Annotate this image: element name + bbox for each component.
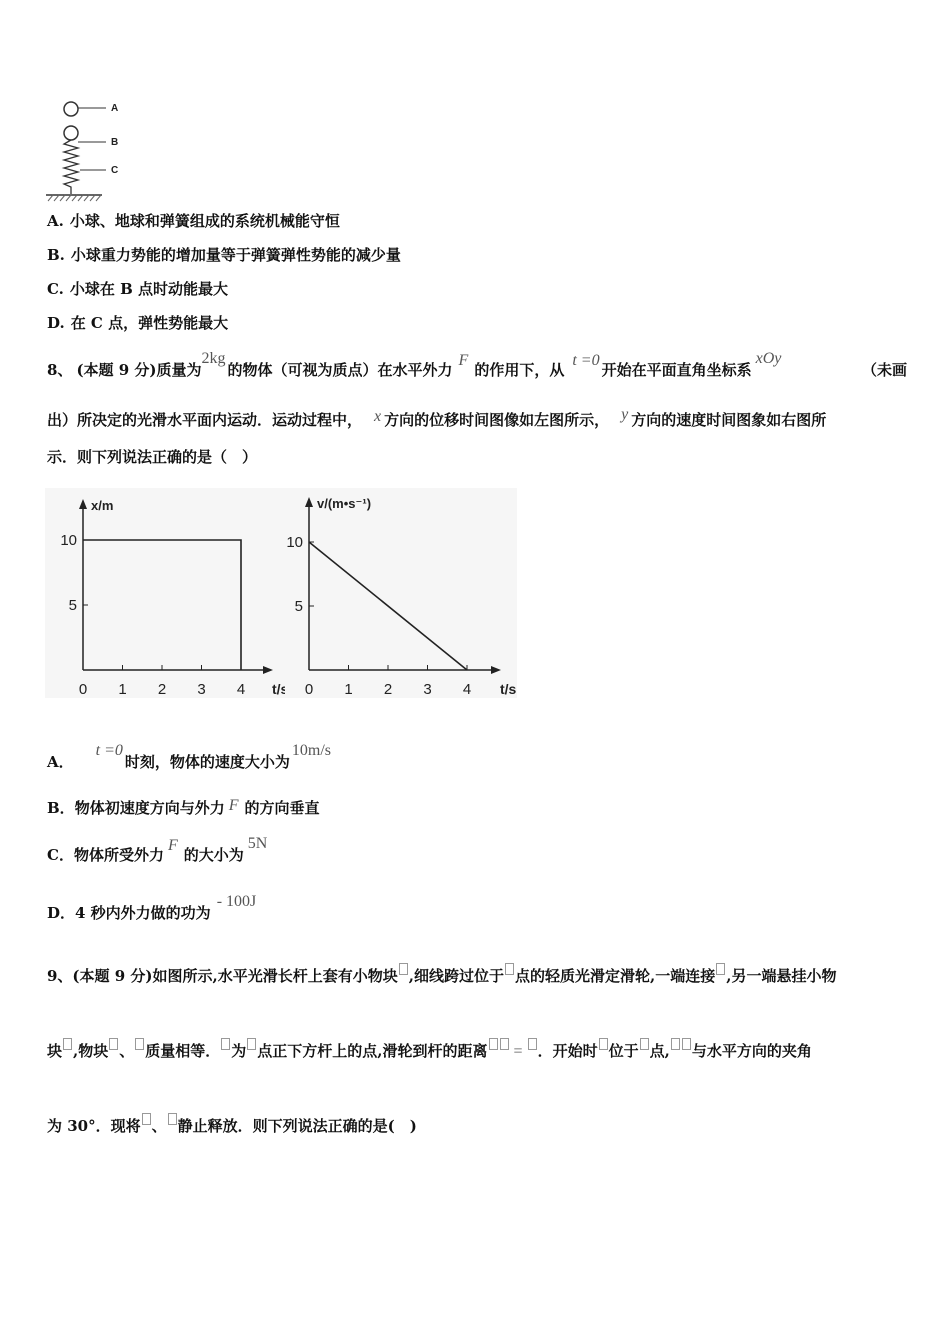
x-tick-label: 0 (78, 681, 88, 698)
x-tick-label: 3 (423, 681, 432, 698)
q7-option-d: D. 在 C 点，弹性势能最大 (47, 314, 229, 332)
x-tick-label: 2 (157, 681, 167, 698)
q8-option-b: B．物体初速度方向与外力 F 的方向垂直 (47, 797, 320, 817)
x-tick-label: 3 (197, 681, 206, 698)
q8-stem-line3: 示．则下列说法正确的是（ ） (47, 448, 258, 466)
q8-option-c: C．物体所受外力F的大小为5N (47, 835, 268, 864)
q9-stem-line3: 为 30°．现将 、 静止释放．则下列说法正确的是( ) (47, 1113, 417, 1136)
q7-option-c: C. 小球在 B 点时动能最大 (47, 280, 229, 298)
spring-figure (40, 95, 150, 205)
ball-a (64, 102, 78, 116)
label-a: A (111, 103, 119, 114)
q8-stem-line1: 8、 (本题 9 分)质量为2kg的物体（可视为质点）在水平外力F的作用下，从t =0开始在平面直角坐标系xOy (47, 350, 782, 379)
y-tick-label: 5 (294, 598, 303, 615)
chart-v-t (285, 488, 517, 698)
y-axis-label: v/(m•s⁻¹) (317, 496, 372, 511)
q9-stem-line1: 9、(本题 9 分)如图所示,水平光滑长杆上套有小物块 ,细线跨过位于 点的轻质光滑定滑轮,一端连接 ,另一端悬挂小物 (47, 963, 836, 986)
y-tick-label: 5 (68, 597, 77, 614)
spring (64, 140, 78, 194)
label-c: C (111, 165, 119, 176)
q8-option-d: D．4 秒内外力做的功为- 100J (47, 893, 257, 922)
y-axis-arrow (305, 497, 313, 507)
y-tick-label: 10 (286, 534, 303, 551)
q8-option-a: A．t =0时刻，物体的速度大小为10m/s (47, 742, 332, 771)
y-tick-label: 10 (60, 532, 77, 549)
x-axis-arrow (263, 666, 273, 674)
y-axis-label: x/m (91, 498, 114, 513)
x-axis-label: t/s (272, 681, 289, 697)
label-b: B (111, 137, 119, 148)
x-tick-label: 1 (118, 681, 127, 698)
x-tick-label: 4 (236, 681, 246, 698)
y-axis-arrow (79, 499, 87, 509)
x-tick-label: 4 (462, 681, 472, 698)
x-axis-arrow (491, 666, 501, 674)
q7-option-b: B. 小球重力势能的增加量等于弹簧弹性势能的减少量 (47, 246, 401, 264)
x-axis-label: t/s (500, 681, 517, 697)
q7-option-a: A. 小球、地球和弹簧组成的系统机械能守恒 (47, 212, 340, 230)
x-tick-label: 2 (383, 681, 393, 698)
series-line (83, 540, 241, 670)
q9-stem-line2: 块 ,物块 、 质量相等． 为 点正下方杆上的点,滑轮到杆的距离 = ．开始时 位于 点, 与水平方向的夹角 (47, 1038, 812, 1062)
x-tick-label: 1 (344, 681, 353, 698)
q8-stem-line2: 出）所决定的光滑水平面内运动．运动过程中， x 方向的位移时间图像如左图所示， y 方向的速度时间图象如右图所 (47, 406, 827, 429)
ball-b (64, 126, 78, 140)
q8-stem-line1-end: （未画 (862, 361, 908, 379)
x-tick-label: 0 (304, 681, 314, 698)
series-line (309, 542, 467, 670)
chart-x-t (45, 488, 289, 698)
